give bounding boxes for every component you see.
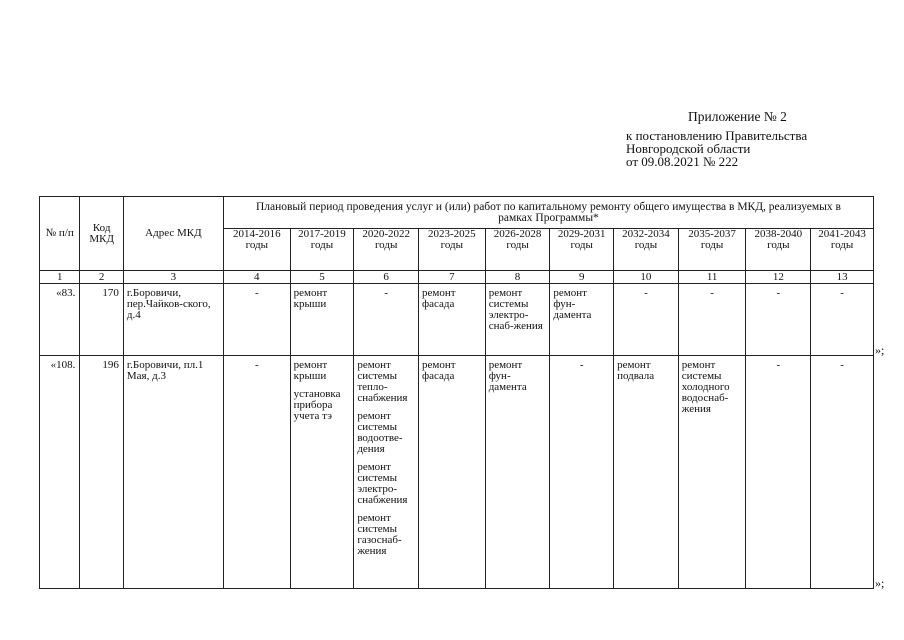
work-item: ремонт системы тепло-снабжения bbox=[357, 359, 408, 404]
period-unit: годы bbox=[440, 239, 464, 251]
work-item: ремонт крыши bbox=[293, 287, 328, 310]
work-cell bbox=[290, 284, 354, 356]
no-work-dash: - bbox=[840, 287, 844, 299]
column-number: 2 bbox=[80, 271, 123, 284]
period-unit: годы bbox=[310, 239, 334, 251]
column-number: 11 bbox=[678, 271, 746, 284]
table-row bbox=[40, 356, 874, 589]
work-cell bbox=[746, 356, 811, 589]
no-work-dash: - bbox=[644, 287, 648, 299]
table-row bbox=[40, 284, 874, 356]
decree-line-3: от 09.08.2021 № 222 bbox=[626, 154, 739, 169]
period-header bbox=[223, 229, 290, 271]
row-code: 196 bbox=[80, 356, 123, 589]
period-header bbox=[354, 229, 419, 271]
header-planned-period: Плановый период проведения услуг и (или) работ по капитальному ремонту общего имущества в МКД, реализуемых в рамках Программы* bbox=[223, 197, 873, 229]
row-closing-mark: »; bbox=[875, 343, 885, 357]
work-cell bbox=[290, 356, 354, 589]
work-item: ремонт фун-дамента bbox=[553, 287, 592, 321]
work-cell bbox=[678, 356, 746, 589]
column-number: 5 bbox=[290, 271, 354, 284]
row-closing-mark: »; bbox=[875, 576, 885, 590]
work-item: ремонт подвала bbox=[617, 359, 655, 382]
column-number: 7 bbox=[419, 271, 486, 284]
work-cell bbox=[811, 356, 874, 589]
column-number: 12 bbox=[746, 271, 811, 284]
no-work-dash: - bbox=[384, 287, 388, 299]
period-unit: годы bbox=[700, 239, 724, 251]
period-unit: годы bbox=[767, 239, 790, 251]
period-unit: годы bbox=[245, 239, 268, 251]
work-cell bbox=[223, 356, 290, 589]
work-cell bbox=[614, 284, 679, 356]
period-header bbox=[550, 229, 614, 271]
period-header bbox=[290, 229, 354, 271]
period-header bbox=[485, 229, 550, 271]
work-cell bbox=[485, 284, 550, 356]
period-years: 2017-2019 bbox=[298, 228, 346, 240]
row-address: г.Боровичи, пер.Чайков-ского, д.4 bbox=[123, 284, 223, 356]
column-number: 10 bbox=[614, 271, 679, 284]
period-years: 2035-2037 bbox=[688, 228, 736, 240]
work-item: ремонт фасада bbox=[422, 359, 456, 382]
work-cell bbox=[419, 356, 486, 589]
period-years: 2026-2028 bbox=[493, 228, 542, 240]
no-work-dash: - bbox=[254, 287, 259, 299]
work-item: установка прибора учета тэ bbox=[293, 388, 341, 422]
work-cell bbox=[223, 284, 290, 356]
column-number: 1 bbox=[40, 271, 80, 284]
work-cell bbox=[678, 284, 746, 356]
work-cell bbox=[614, 356, 679, 589]
no-work-dash: - bbox=[776, 287, 781, 299]
period-years: 2023-2025 bbox=[428, 228, 476, 240]
row-address: г.Боровичи, пл.1 Мая, д.3 bbox=[123, 356, 223, 589]
work-cell bbox=[354, 284, 419, 356]
period-unit: годы bbox=[570, 239, 593, 251]
work-cell bbox=[485, 356, 550, 589]
decree-line-2: Новгородской области bbox=[626, 141, 751, 156]
period-years: 2014-2016 bbox=[232, 228, 281, 240]
row-number: «83. bbox=[40, 284, 80, 356]
work-cell bbox=[811, 284, 874, 356]
work-item: ремонт системы газоснаб-жения bbox=[357, 512, 402, 557]
work-cell bbox=[746, 284, 811, 356]
column-number: 9 bbox=[550, 271, 614, 284]
work-item: ремонт системы электро-снаб-жения bbox=[488, 287, 543, 332]
period-unit: годы bbox=[374, 239, 398, 251]
no-work-dash: - bbox=[840, 359, 844, 371]
decree-line-1: к постановлению Правительства bbox=[626, 128, 808, 143]
period-years: 2029-2031 bbox=[557, 228, 606, 240]
work-item: ремонт крыши bbox=[293, 359, 328, 382]
no-work-dash: - bbox=[254, 359, 259, 371]
no-work-dash: - bbox=[710, 287, 714, 299]
period-years: 2041-2043 bbox=[818, 228, 866, 240]
period-header bbox=[419, 229, 486, 271]
work-item: ремонт системы водоотве-дения bbox=[357, 410, 403, 455]
column-number: 3 bbox=[123, 271, 223, 284]
column-number: 6 bbox=[354, 271, 419, 284]
row-code: 170 bbox=[80, 284, 123, 356]
header-code: Код МКД bbox=[80, 197, 123, 271]
period-header bbox=[678, 229, 746, 271]
period-header bbox=[811, 229, 874, 271]
repair-plan-table bbox=[39, 196, 874, 589]
period-unit: годы bbox=[506, 239, 529, 251]
no-work-dash: - bbox=[776, 359, 781, 371]
appendix-title: Приложение № 2 bbox=[688, 109, 787, 124]
header-address: Адрес МКД bbox=[123, 197, 223, 271]
work-item: ремонт системы холодного водоснаб-жения bbox=[681, 359, 730, 415]
work-cell bbox=[550, 356, 614, 589]
period-years: 2020-2022 bbox=[362, 228, 410, 240]
period-years: 2038-2040 bbox=[754, 228, 803, 240]
period-header bbox=[746, 229, 811, 271]
no-work-dash: - bbox=[579, 359, 584, 371]
column-number: 13 bbox=[811, 271, 874, 284]
period-unit: годы bbox=[634, 239, 658, 251]
header-no: № п/п bbox=[40, 197, 80, 271]
work-item: ремонт фун-дамента bbox=[488, 359, 527, 393]
work-cell bbox=[550, 284, 614, 356]
work-item: ремонт системы электро-снабжения bbox=[357, 461, 408, 506]
period-header bbox=[614, 229, 679, 271]
column-number: 4 bbox=[223, 271, 290, 284]
row-number: «108. bbox=[40, 356, 80, 589]
work-item: ремонт фасада bbox=[422, 287, 456, 310]
period-years: 2032-2034 bbox=[622, 228, 670, 240]
work-cell bbox=[354, 356, 419, 589]
column-number: 8 bbox=[485, 271, 550, 284]
work-cell bbox=[419, 284, 486, 356]
period-unit: годы bbox=[830, 239, 854, 251]
